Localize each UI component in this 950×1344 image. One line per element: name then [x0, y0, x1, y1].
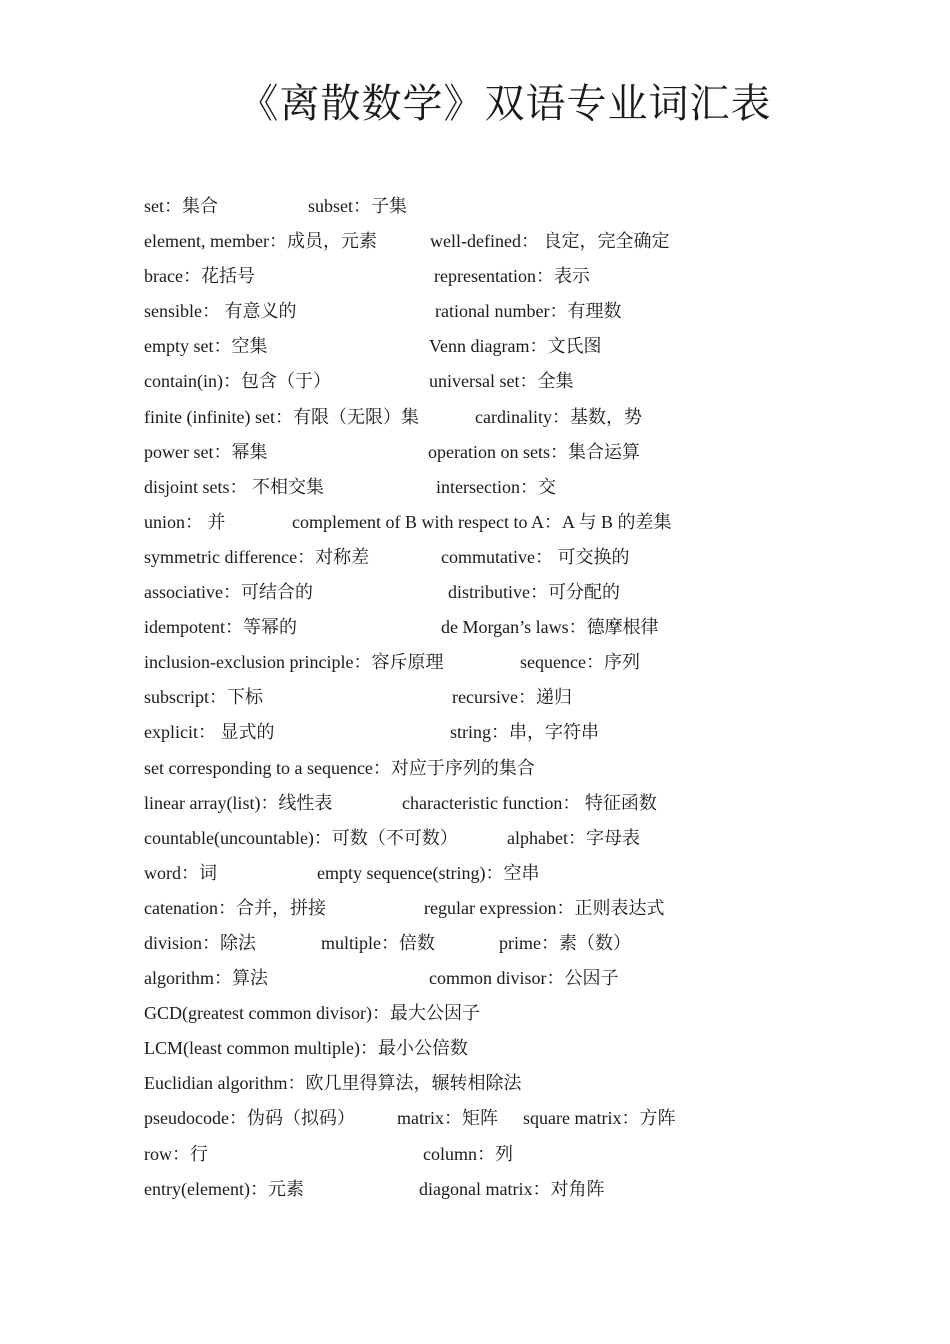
glossary-term: division：除法 — [144, 932, 257, 953]
glossary-term: subset：子集 — [308, 196, 407, 216]
glossary-term: de Morgan’s laws：德摩根律 — [441, 617, 659, 638]
glossary-term: contain(in)：包含（于） — [144, 371, 331, 392]
glossary-term: idempotent：等幂的 — [144, 617, 297, 638]
glossary-row — [0, 787, 950, 822]
glossary-row — [0, 892, 950, 927]
glossary-term: column：列 — [423, 1143, 513, 1164]
glossary-row — [0, 506, 950, 541]
glossary-term: brace：花括号 — [144, 266, 255, 287]
glossary-term: set：集合 — [144, 196, 218, 216]
glossary-term: well-defined： 良定，完全确定 — [430, 231, 670, 252]
glossary-row — [0, 752, 950, 787]
glossary-row — [0, 1138, 950, 1173]
glossary-row — [0, 1067, 950, 1102]
glossary-row — [0, 681, 950, 716]
glossary-term: algorithm：算法 — [144, 968, 268, 989]
glossary-row — [0, 962, 950, 997]
glossary-row — [0, 436, 950, 471]
glossary-term: characteristic function： 特征函数 — [402, 792, 657, 813]
glossary-row — [0, 225, 950, 260]
glossary-term: representation：表示 — [434, 266, 590, 287]
glossary-term: operation on sets：集合运算 — [428, 441, 640, 462]
glossary-term: diagonal matrix：对角阵 — [419, 1178, 605, 1199]
glossary-row — [0, 260, 950, 295]
glossary-row — [0, 997, 950, 1032]
glossary-term: LCM(least common multiple)：最小公倍数 — [144, 1038, 468, 1059]
glossary-row — [0, 927, 950, 962]
glossary-term: subscript：下标 — [144, 687, 263, 708]
glossary-term: catenation：合并，拼接 — [144, 897, 326, 918]
glossary-term: finite (infinite) set：有限（无限）集 — [144, 406, 419, 427]
glossary-list — [0, 190, 950, 1208]
glossary-term: power set：幂集 — [144, 441, 268, 462]
glossary-term: string：串，字符串 — [450, 722, 600, 743]
glossary-term: common divisor：公因子 — [429, 968, 619, 989]
glossary-term: inclusion-exclusion principle：容斥原理 — [144, 652, 444, 673]
glossary-row — [0, 822, 950, 857]
glossary-term: sequence：序列 — [520, 652, 640, 673]
glossary-row — [0, 611, 950, 646]
glossary-term: word：词 — [144, 862, 217, 883]
glossary-row — [0, 1173, 950, 1208]
glossary-row — [0, 471, 950, 506]
glossary-term: GCD(greatest common divisor)：最大公因子 — [144, 1003, 480, 1024]
glossary-term: disjoint sets： 不相交集 — [144, 476, 325, 497]
glossary-term: multiple：倍数 — [321, 932, 435, 953]
glossary-term: complement of B with respect to A：A 与 B 的差集 — [292, 511, 672, 532]
glossary-term: matrix：矩阵 — [397, 1108, 498, 1129]
glossary-term: linear array(list)：线性表 — [144, 792, 333, 813]
glossary-term: regular expression：正则表达式 — [424, 897, 665, 918]
glossary-term: Euclidian algorithm：欧几里得算法，辗转相除法 — [144, 1073, 522, 1094]
page-title: 《离散数学》双语专业词汇表 — [238, 81, 772, 126]
glossary-term: square matrix：方阵 — [523, 1108, 676, 1129]
glossary-row — [0, 1102, 950, 1137]
glossary-term: distributive：可分配的 — [448, 582, 620, 603]
glossary-row — [0, 576, 950, 611]
glossary-term: explicit： 显式的 — [144, 722, 275, 743]
glossary-term: commutative： 可交换的 — [441, 546, 630, 567]
glossary-term: Venn diagram：文氏图 — [429, 336, 602, 357]
glossary-row — [0, 330, 950, 365]
glossary-term: universal set：全集 — [429, 371, 574, 392]
glossary-row — [0, 365, 950, 400]
glossary-term: sensible： 有意义的 — [144, 301, 297, 322]
glossary-term: countable(uncountable)：可数（不可数） — [144, 827, 458, 848]
glossary-row — [0, 857, 950, 892]
glossary-row — [0, 541, 950, 576]
glossary-term: empty sequence(string)：空串 — [317, 862, 540, 883]
glossary-row — [0, 190, 950, 225]
glossary-term: rational number：有理数 — [435, 301, 622, 322]
glossary-term: intersection：交 — [436, 476, 556, 497]
glossary-term: alphabet：字母表 — [507, 827, 640, 848]
glossary-term: prime：素（数） — [499, 932, 631, 953]
glossary-term: set corresponding to a sequence：对应于序列的集合 — [144, 757, 535, 778]
glossary-row — [0, 646, 950, 681]
glossary-term: symmetric difference：对称差 — [144, 546, 370, 567]
glossary-term: cardinality：基数，势 — [475, 406, 642, 427]
glossary-term: element, member：成员，元素 — [144, 231, 377, 252]
glossary-row — [0, 401, 950, 436]
glossary-term: empty set：空集 — [144, 336, 268, 357]
glossary-term: row：行 — [144, 1143, 208, 1164]
glossary-term: entry(element)：元素 — [144, 1178, 304, 1199]
glossary-row — [0, 716, 950, 751]
glossary-term: pseudocode：伪码（拟码） — [144, 1108, 355, 1129]
glossary-row — [0, 295, 950, 330]
glossary-term: associative：可结合的 — [144, 582, 313, 603]
glossary-row — [0, 1032, 950, 1067]
glossary-term: union： 并 — [144, 511, 226, 532]
glossary-term: recursive：递归 — [452, 687, 572, 708]
